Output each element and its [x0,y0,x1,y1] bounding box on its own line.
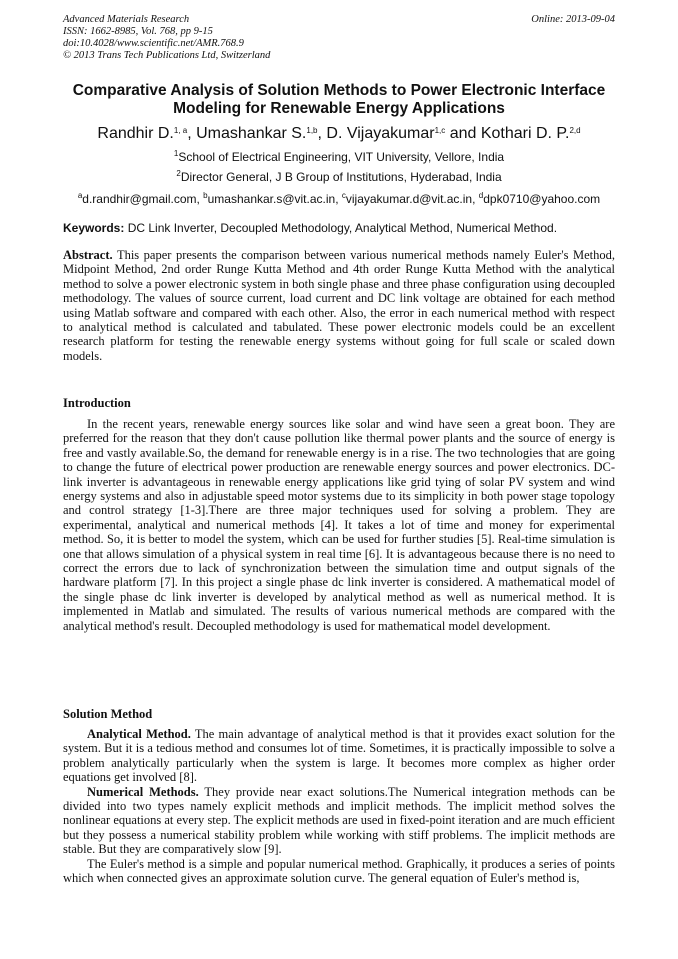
journal-header [63,14,615,62]
email: umashankar.s@vit.ac.in, [207,192,342,206]
affiliation-text: Director General, J B Group of Institutions, Hyderabad, India [180,170,502,184]
author-sup: 1, a [173,126,188,135]
journal-name: Advanced Materials Research [63,14,190,25]
abstract-text: This paper presents the comparison between various numerical methods namely Euler's Method, Midpoint Method, 2nd order Runge Kutta Method and 4th order Runge Kutta Method with the analytical method to solve a power electronic system in both single phase and three phase configuration using decoupled methodology. The values of source current, load current and DC link voltage are obtained for each method using Matlab software and compared with each other. Also, the error in each numerical method with respect to analytical method is calculated and tabulated. These power electronic models could be an excellent research platform for testing the renewable energy systems without going for full scale or scaled down models. [63,248,615,363]
email-list [40,192,638,206]
paragraph-text: The main advantage of analytical method is that it provides exact solution for the system. But it is a tedious method and consumes lot of time. Sometimes, it is practically impossible to solve a problem analytically particularly when the system is large. It becomes more complex as higher order equations get involved [8]. [63,727,615,785]
author-name: D. Vijayakumar [326,125,435,142]
author-name: Kothari D. P. [480,125,570,142]
email-sup: c [341,191,346,200]
introduction-body [63,417,615,633]
paper-title: Comparative Analysis of Solution Methods to Power Electronic Interface Modeling for Renewable Energy Applications [72,82,606,117]
copyright: © 2013 Trans Tech Publications Ltd, Switzerland [63,50,271,61]
paragraph: The Euler's method is a simple and popular numerical method. Graphically, it produces a series of points which when connected gives an approximate solution curve. The general equation of Euler's method is, [63,856,615,886]
keywords-label: Keywords: [63,221,125,235]
email-sup: b [203,191,208,200]
affiliation-1 [40,150,638,164]
email: vijayakumar.d@vit.ac.in, [345,192,479,206]
author-list: Randhir D.$^{1, a}$, Umashankar S.$^{1,b}$, D. Vijayakumar$^{1,c}$ and Kothari D. P.$^{2,d}$ [97,125,581,142]
introduction-heading: Introduction [63,396,131,410]
doi: doi:10.4028/www.scientific.net/AMR.768.9 [63,38,244,49]
author-sup: 2,d [569,126,581,135]
affiliation-2 [40,170,638,184]
analytical-method-lead: Analytical Method. [87,727,191,741]
abstract [63,248,615,363]
email: d.randhir@gmail.com, [82,192,204,206]
paragraph [63,727,615,785]
affiliation-text: School of Electrical Engineering, VIT University, Vellore, India [178,150,505,164]
abstract-label: Abstract. [63,248,113,262]
email-sup: d [478,191,484,200]
numerical-methods-lead: Numerical Methods. [87,784,199,799]
author-name: Randhir D. [97,125,174,142]
paragraph-text: They provide near exact solutions.The Numerical integration methods can be divided into two types namely explicit methods and implicit methods. The implicit method solves the nonlinear equations at every step. The explicit methods are used in fixed-point iteration and are much efficient but they possess a numerical stability problem while working with stiff problems. The implicit methods are stable. But they are comparatively slow [9]. [63,784,615,857]
issn: ISSN: 1662-8985, Vol. 768, pp 9-15 [63,26,213,37]
email-sup: a [77,191,83,200]
affiliation-sup: 1 [173,149,179,158]
email: dpk0710@yahoo.com [483,192,601,206]
solution-heading: Solution Method [63,707,153,721]
affiliation-sup: 2 [176,169,181,178]
keywords [63,221,623,235]
author-sup: 1,c [434,126,446,135]
solution-body [63,727,615,885]
paragraph: In the recent years, renewable energy sources like solar and wind have seen a great boon. They are preferred for the reason that they don't cause pollution like thermal power plants and the source of energy is free and vastly available.So, the demand for renewable energy is in a rise. The two technologies that are going to change the future of electrical power production are renewable energy sources and power electronics. DC-link inverter is advantageous in renewable energy applications like grid tying of solar PV system and wind energy systems and also in adjustable speed motor systems due to its simplicity in both power stage topology and control strategy [1-3].There are three major techniques used for solving a problem. They are experimental, analytical and numerical methods [4]. It takes a lot of time and money for experimental method. So, it is better to model the system, which can be used for further studies [5]. Real-time simulation is one that allows simulation of a physical system in real time [6]. It is advantageous because there is no need to correct the errors due to lack of synchronization between the simulation time and output signals of the hardware platform [7]. In this project a single phase dc link inverter is considered. A mathematical model of the single phase dc link inverter is developed by analytical method as well as numerical method. It is implemented in Matlab and simulated. The results of various numerical methods are compared with the analytical method's result. Decoupled methodology is used for mathematical model development. [63,417,615,633]
author-sup: 1,b [306,126,318,135]
paragraph [63,785,615,857]
online-date: Online: 2013-09-04 [531,14,615,25]
keywords-text: DC Link Inverter, Decoupled Methodology, Analytical Method, Numerical Method. [124,221,558,235]
author-name: Umashankar S. [196,125,307,142]
